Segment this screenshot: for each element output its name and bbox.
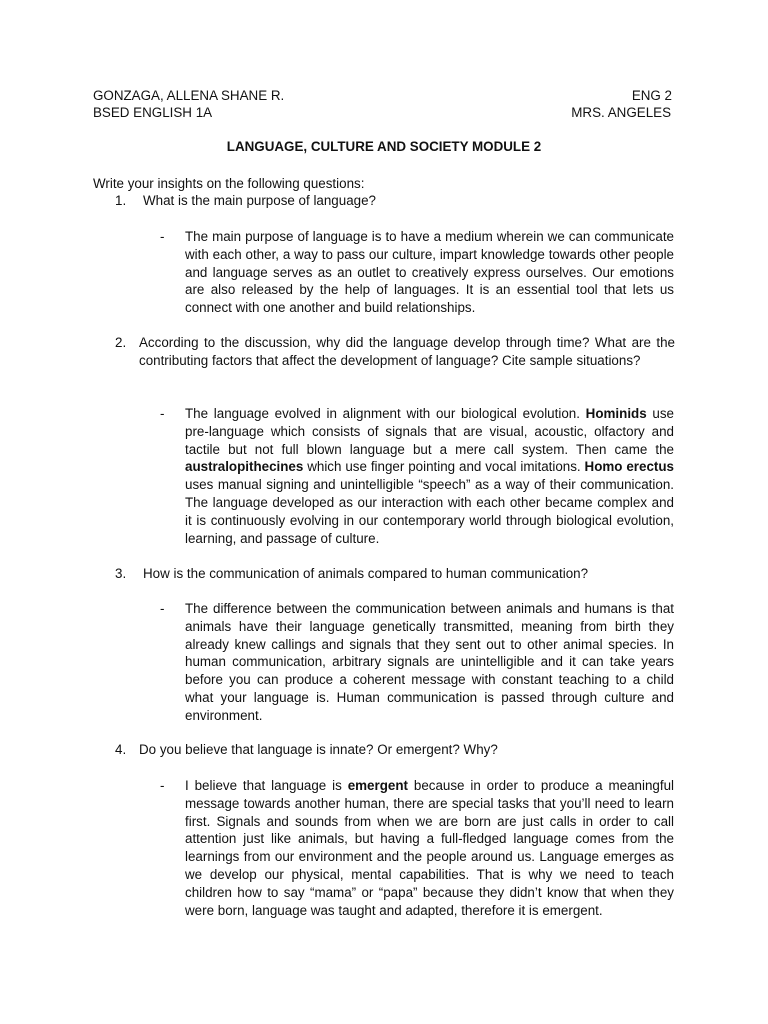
- question-3: [115, 565, 675, 583]
- answer-text: The language evolved in alignment with our biological evolution. Hominids use pre-language which consists of signals that are visual, acoustic, olfactory and tactile but not full blown language but a mere call system. Then came the australopithecines which use finger pointing and vocal imitations. Homo erectus uses manual signing and unintelligible “speech” as a way of their communication. The language developed as our interaction with each other became complex and it is continuously evolving in our contemporary world through biological evolution, learning, and passage of culture.: [185, 406, 675, 546]
- teacher-name: MRS. ANGELES: [571, 105, 671, 120]
- answer-3: [160, 600, 674, 725]
- question-text: Do you believe that language is innate? Or emergent? Why?: [139, 742, 498, 757]
- answer-4: [160, 777, 674, 919]
- answer-dash: -: [160, 406, 165, 421]
- term-emergent: emergent: [347, 778, 408, 793]
- question-text: How is the communication of animals compared to human communication?: [143, 566, 589, 581]
- question-number: 3.: [115, 566, 127, 581]
- question-4: [115, 741, 675, 759]
- student-section: BSED ENGLISH 1A: [93, 105, 213, 120]
- instructions: Write your insights on the following questions:: [93, 176, 365, 191]
- answer-2: [160, 405, 674, 547]
- term-australopithecines: australopithecines: [185, 459, 304, 475]
- answer-dash: -: [160, 601, 165, 616]
- answer-text: The difference between the communication between animals and humans is that animals have their language genetically transmitted, meaning from birth they already knew callings and signals that they sent out to other animal species. In human communication, arbitrary signals are unintelligible and it can take years before you can produce a coherent message with constant teaching to a child what your language is. Human communication is passed through culture and environment.: [185, 601, 674, 723]
- question-text: According to the discussion, why did the language develop through time? What are the contributing factors that affect the development of language? Cite sample situations?: [139, 335, 675, 368]
- term-hominids: Hominids: [585, 406, 647, 421]
- question-2: [115, 334, 675, 370]
- course-code: ENG 2: [631, 88, 672, 103]
- answer-text: I believe that language is emergent because in order to produce a meaningful message towards another human, there are special tasks that you’ll need to learn first. Signals and sounds from when we are born are just calls in order to call attention just like animals, but having a full-fledged language comes from the learnings from our environment and the people around us. Language emerges as we develop our physical, mental capabilities. That is why we need to teach children how to say “mama” or “papa” because they didn’t know that when they were born, language was taught and adapted, therefore it is emergent.: [185, 778, 674, 918]
- answer-text: The main purpose of language is to have a medium wherein we can communicate with each other, a way to pass our culture, impart knowledge towards other people and language serves as an outlet to creatively express ourselves. Our emotions are also released by the help of languages. It is an essential tool that lets us connect with one another and build relationships.: [185, 229, 674, 316]
- question-number: 4.: [115, 742, 127, 757]
- student-name: GONZAGA, ALLENA SHANE R.: [93, 88, 285, 103]
- question-number: 1.: [115, 193, 127, 208]
- question-text: What is the main purpose of language?: [143, 193, 376, 208]
- question-1: [115, 192, 675, 210]
- term-homo-erectus: Homo erectus: [584, 459, 674, 475]
- answer-dash: -: [160, 229, 165, 244]
- answer-dash: -: [160, 778, 165, 793]
- answer-1: [160, 228, 674, 317]
- document-title: LANGUAGE, CULTURE AND SOCIETY MODULE 2: [226, 139, 542, 154]
- question-number: 2.: [115, 335, 127, 350]
